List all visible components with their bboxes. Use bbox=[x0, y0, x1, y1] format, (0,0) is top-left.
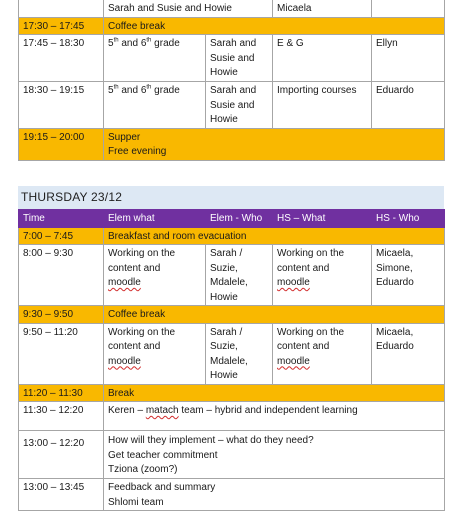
activity-cell: Feedback and summary Shlomi team bbox=[104, 479, 445, 511]
header-row bbox=[19, 210, 445, 228]
spellcheck-underlined-word: moodle bbox=[108, 277, 141, 288]
table-row bbox=[19, 35, 445, 82]
elem-who-cell: Sarah / Suzie, Mdalele, Howie bbox=[206, 245, 273, 306]
grade-cell: 5th and 6th grade bbox=[104, 82, 206, 129]
time-cell: 11:20 – 11:30 bbox=[19, 384, 104, 402]
hs-who-cell: Micaela, Eduardo bbox=[372, 323, 445, 384]
spellcheck-underlined-word: moodle bbox=[277, 355, 310, 367]
hs-who-cell: Eduardo bbox=[372, 82, 445, 129]
coffee-break-row bbox=[19, 17, 445, 35]
spellcheck-underlined-word: moodle bbox=[277, 277, 310, 288]
time-cell: 17:45 – 18:30 bbox=[19, 35, 104, 82]
spellcheck-underlined-word: matach bbox=[145, 405, 179, 416]
previous-day-schedule-table bbox=[18, 0, 445, 163]
spellcheck-underlined-word: moodle bbox=[108, 355, 141, 367]
header-elem-who: Elem - Who bbox=[206, 210, 273, 228]
hs-what-cell: Working on the content and moodle bbox=[273, 323, 372, 384]
coffee-break-row bbox=[19, 306, 445, 324]
table-row bbox=[19, 431, 445, 479]
hs-what-cell: Micaela bbox=[273, 0, 372, 17]
elem-who-cell: Sarah and Susie and Howie bbox=[206, 82, 273, 129]
day-heading-band bbox=[18, 186, 444, 209]
table-row bbox=[19, 82, 445, 129]
elem-who-cell: Sarah / Suzie, Mdalele, Howie bbox=[206, 323, 273, 384]
header-time: Time bbox=[19, 210, 104, 228]
hs-what-cell: Importing courses bbox=[273, 82, 372, 129]
table-row bbox=[19, 479, 445, 511]
header-elem-what: Elem what bbox=[104, 210, 206, 228]
time-cell: 11:30 – 12:20 bbox=[19, 402, 104, 431]
time-cell: 7:00 – 7:45 bbox=[19, 227, 104, 245]
activity-cell: How will they implement – what do they need? Get teacher commitment Tziona (zoom?) bbox=[104, 431, 445, 479]
elem-what-cell: Working on the content and moodle bbox=[104, 323, 206, 384]
time-cell: 17:30 – 17:45 bbox=[19, 17, 104, 35]
time-cell: 19:15 – 20:00 bbox=[19, 128, 104, 160]
supper-row bbox=[19, 128, 445, 160]
activity-cell: Coffee break bbox=[104, 306, 445, 324]
table-row bbox=[19, 323, 445, 384]
elem-who-cell: Sarah and Susie and Howie bbox=[206, 35, 273, 82]
hs-what-cell: Working on the content and moodle bbox=[273, 245, 372, 306]
time-cell: 9:50 – 11:20 bbox=[19, 323, 104, 384]
table-row bbox=[19, 402, 445, 431]
thursday-schedule-table bbox=[18, 209, 445, 511]
elem-who-cell: Sarah and Susie and Howie bbox=[104, 0, 273, 17]
time-cell: 9:30 – 9:50 bbox=[19, 306, 104, 324]
hs-who-cell: Ellyn bbox=[372, 35, 445, 82]
hs-what-cell: E & G bbox=[273, 35, 372, 82]
hs-who-cell: Micaela, Simone, Eduardo bbox=[372, 245, 445, 306]
time-cell: 8:00 – 9:30 bbox=[19, 245, 104, 306]
day-title: THURSDAY 23/12 bbox=[21, 190, 123, 204]
elem-what-cell: Working on the content and moodle bbox=[104, 245, 206, 306]
activity-cell: Keren – matach team – hybrid and independent learning bbox=[104, 402, 445, 431]
time-cell: 13:00 – 12:20 bbox=[19, 431, 104, 479]
activity-cell: Supper Free evening bbox=[104, 128, 445, 160]
table-row bbox=[19, 245, 445, 306]
grade-cell: 5th and 6th grade bbox=[104, 35, 206, 82]
activity-cell: Break bbox=[104, 384, 445, 402]
break-row bbox=[19, 384, 445, 402]
header-hs-who: HS - Who bbox=[372, 210, 445, 228]
activity-cell: Breakfast and room evacuation bbox=[104, 227, 445, 245]
time-cell: 18:30 – 19:15 bbox=[19, 82, 104, 129]
activity-cell: Coffee break bbox=[104, 17, 445, 35]
time-cell: 13:00 – 13:45 bbox=[19, 479, 104, 511]
table-row bbox=[19, 0, 445, 17]
breakfast-row bbox=[19, 227, 445, 245]
header-hs-what: HS – What bbox=[273, 210, 372, 228]
